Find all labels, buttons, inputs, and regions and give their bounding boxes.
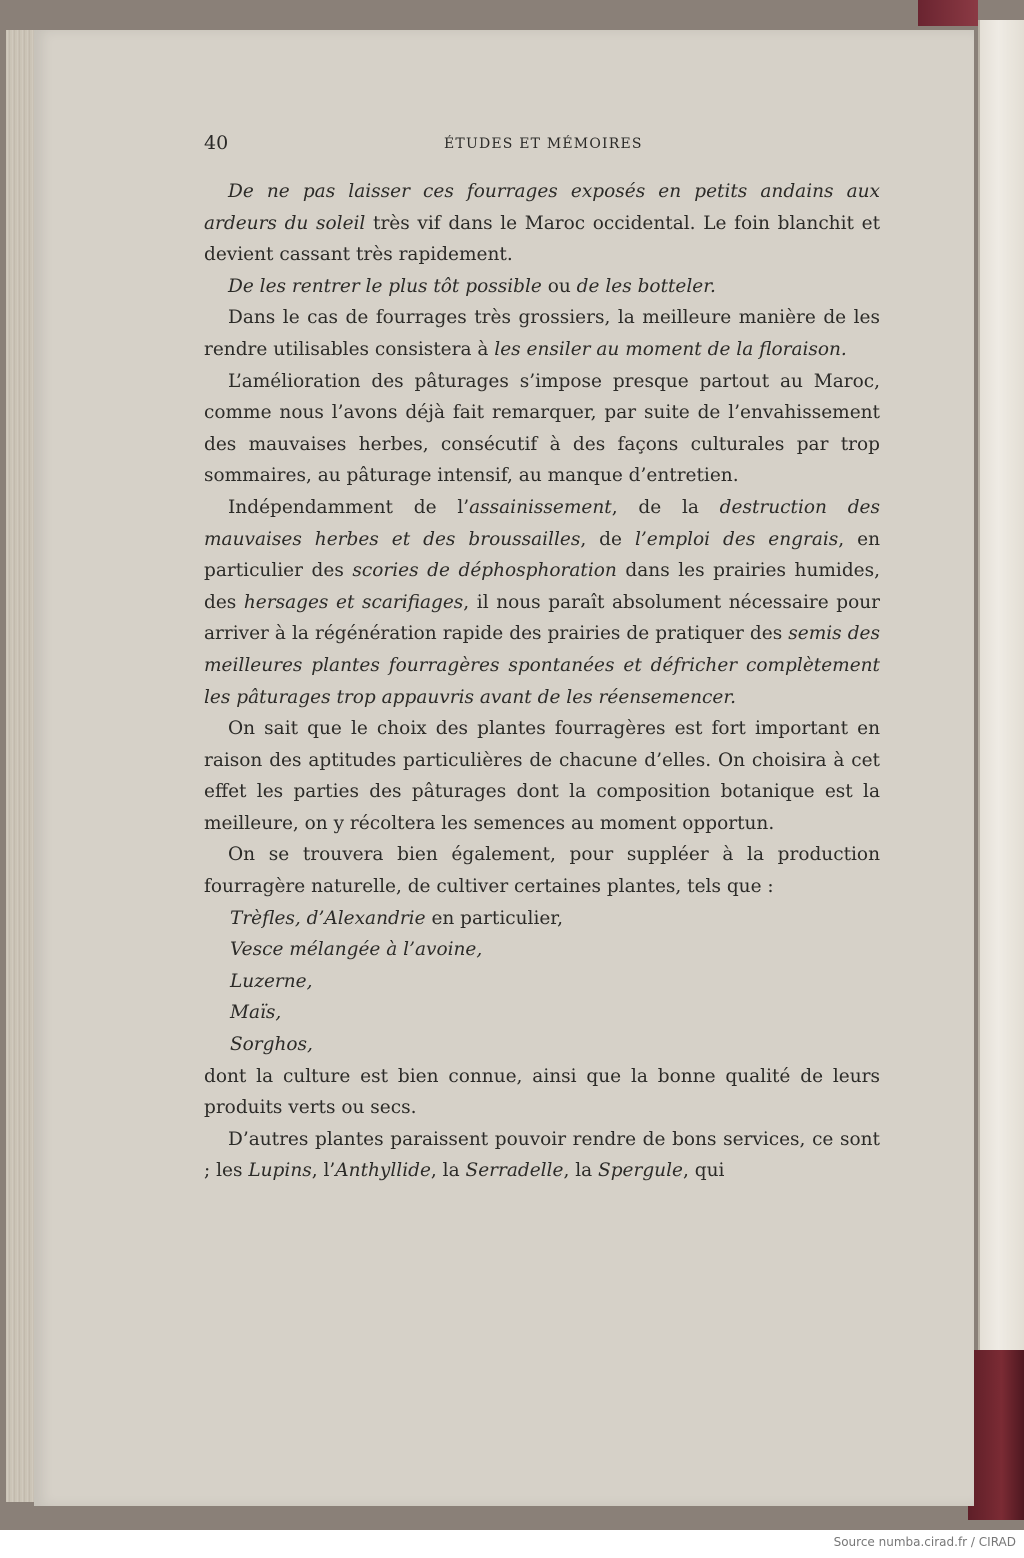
bookmark-ribbon-top — [918, 0, 978, 26]
italic-run: Anthyllide — [335, 1160, 431, 1182]
italic-run: hersages et scarifiages — [243, 591, 464, 613]
book-page — [34, 30, 974, 1506]
italic-run: de les botteler. — [576, 275, 716, 297]
paragraph-3 — [204, 302, 880, 365]
italic-run: Lupins — [248, 1160, 312, 1182]
running-title: ÉTUDES ET MÉMOIRES — [444, 136, 643, 152]
italic-run: assainissement — [469, 496, 612, 518]
text-run: , de la — [611, 496, 720, 518]
source-credit: Source numba.cirad.fr / CIRAD — [833, 1535, 1016, 1549]
plant-list — [204, 903, 880, 1061]
paragraph-2 — [204, 271, 880, 303]
text-run: ou — [541, 275, 577, 297]
text-run: , qui — [682, 1160, 725, 1182]
text-run: , il nous paraît absolument nécessaire pour arriver à la régénération rapide des prairies de pratiquer des — [204, 591, 880, 645]
body-text — [204, 176, 880, 1187]
plant-list-item: Trèfles, d’Alexandrie en particulier, — [230, 907, 564, 929]
italic-run: l’emploi des engrais — [634, 528, 839, 550]
text-run: D’autres plantes paraissent pouvoir rendre de bons services, ce sont ; les — [204, 1128, 880, 1182]
italic-run: destruction des mauvaises herbes et des broussailles — [204, 496, 880, 550]
paragraph-7 — [204, 839, 880, 902]
paragraph-9 — [204, 1124, 880, 1187]
paragraph-6 — [204, 713, 880, 839]
facing-page-edge — [978, 20, 1024, 1510]
text-run: , l’ — [311, 1160, 336, 1182]
plant-list-item: Luzerne, — [230, 970, 313, 992]
text-run: L’amélioration des pâturages s’impose presque partout au Maroc, comme nous l’avons déjà fait remarquer, par suite de l’envahissement des mauvaises herbes, consécutif à des façons culturales par trop sommaires, au pâturage intensif, au manque d’entretien. — [204, 370, 880, 487]
text-run: Indépendamment de l’ — [228, 496, 470, 518]
paragraph-4 — [204, 366, 880, 492]
text-run: , de — [580, 528, 635, 550]
text-run: dont la culture est bien connue, ainsi que la bonne qualité de leurs produits verts ou secs. — [204, 1065, 880, 1119]
paragraph-8 — [204, 1061, 880, 1124]
text-run: Dans le cas de fourrages très grossiers, la meilleure manière de les rendre utilisables consistera à — [204, 307, 880, 360]
italic-run: De les rentrer le plus tôt possible — [228, 275, 542, 297]
text-run: On se trouvera bien également, pour suppléer à la production fourragère naturelle, de cultiver certaines plantes, tels que : — [204, 844, 880, 898]
text-run: , la — [430, 1160, 466, 1182]
page-stack-edge — [6, 30, 36, 1502]
plant-list-item: Maïs, — [230, 1002, 282, 1024]
running-head — [34, 132, 974, 156]
italic-run: scories de déphosphoration — [352, 560, 617, 582]
text-run: très vif dans le Maroc occidental. Le foin blanchit et devient cassant très rapidement. — [204, 212, 880, 266]
paragraph-1 — [204, 176, 880, 271]
bookmark-ribbon — [968, 1350, 1024, 1520]
italic-run: Serradelle — [465, 1160, 564, 1182]
italic-run: De ne pas laisser ces fourrages exposés en petits andains aux ardeurs du soleil — [204, 181, 880, 234]
page-number: 40 — [204, 132, 229, 154]
italic-run: semis des meilleures plantes fourragères spontanées et défricher complètement les pâturages trop appauvris avant de les réensemencer. — [204, 623, 880, 708]
text-run: , la — [563, 1160, 599, 1182]
italic-run: Spergule — [598, 1160, 683, 1182]
plant-list-item: Vesce mélangée à l’avoine, — [230, 939, 483, 961]
text-run: , en particulier des — [204, 528, 880, 582]
paragraph-5 — [204, 492, 880, 713]
plant-list-item: Sorghos, — [230, 1034, 313, 1056]
text-run: dans les prairies humides, des — [204, 560, 881, 613]
italic-run: les ensiler au moment de la floraison. — [494, 338, 847, 360]
text-run: On sait que le choix des plantes fourragères est fort important en raison des aptitudes particulières de chacune d’elles. On choisira à cet effet les parties des pâturages dont la composition botanique est la meilleure, on y récoltera les semences au moment opportun. — [204, 718, 880, 834]
